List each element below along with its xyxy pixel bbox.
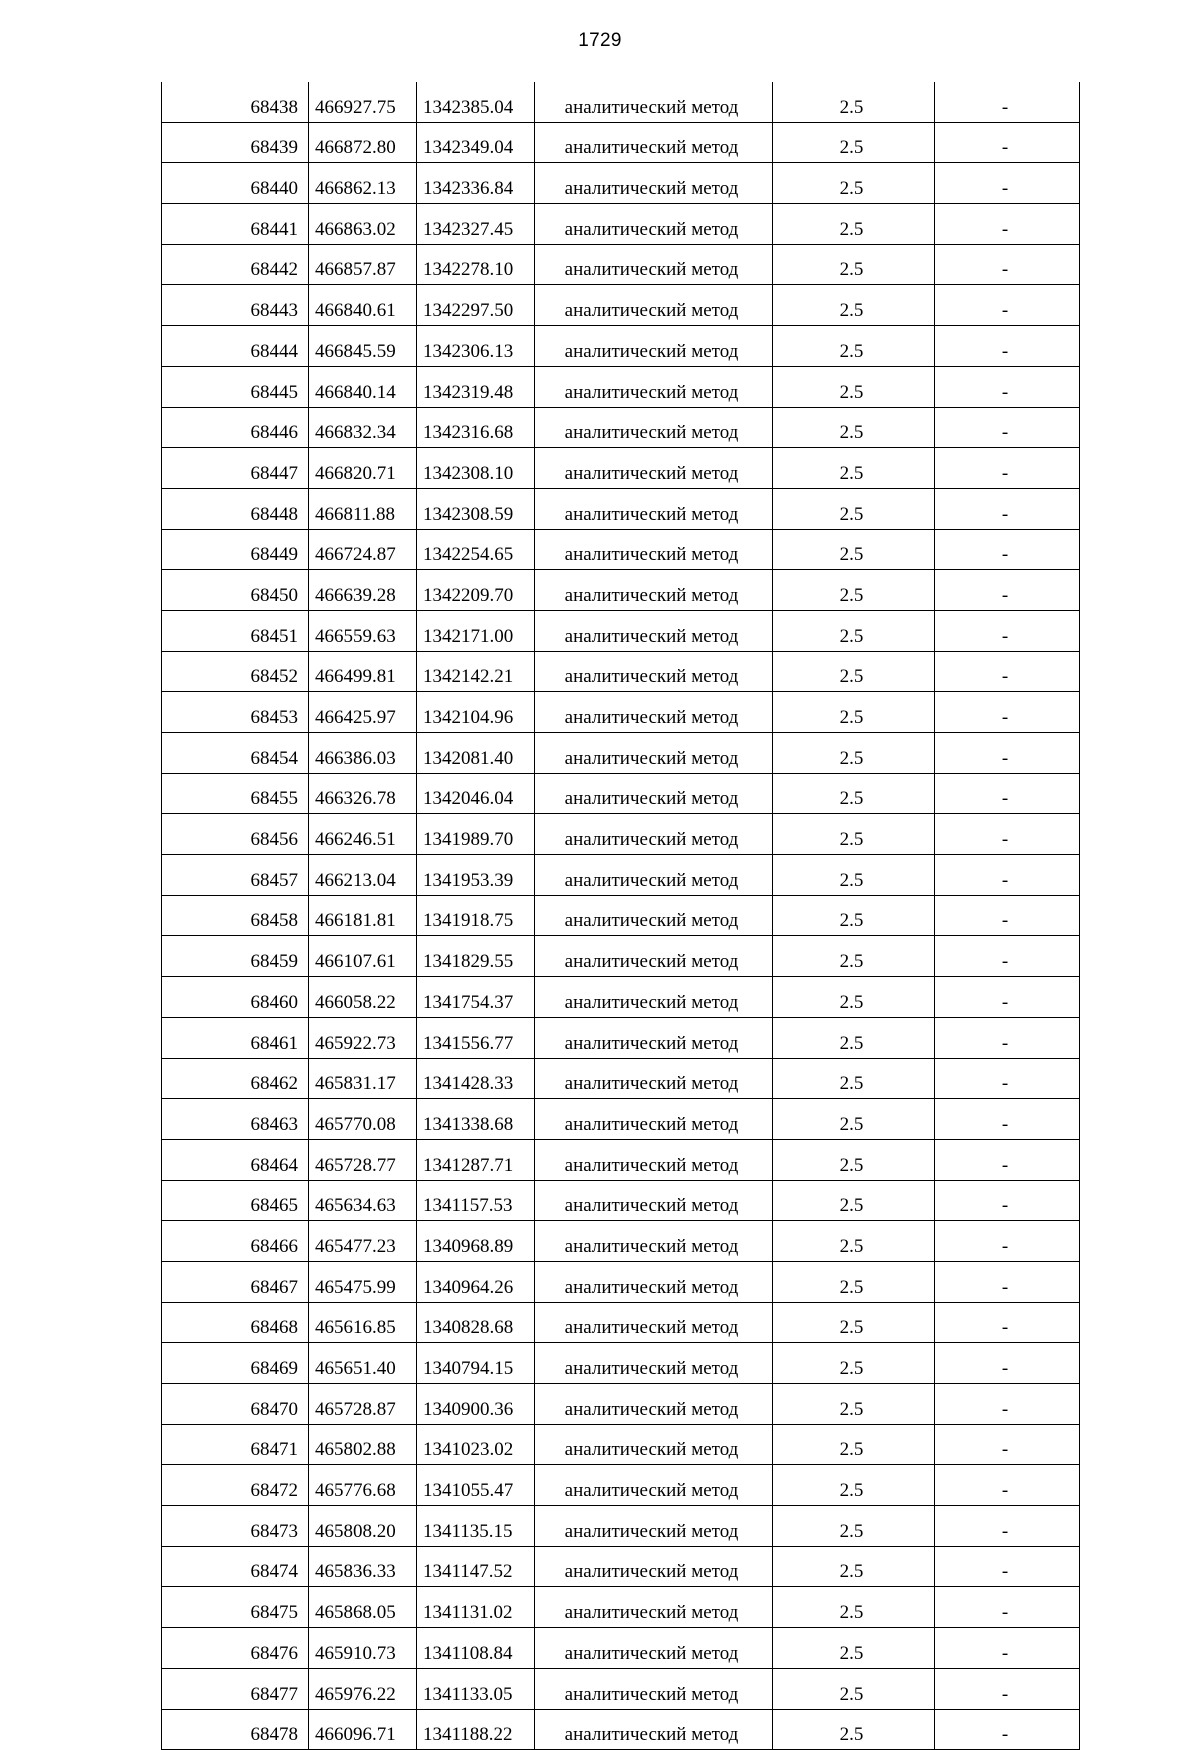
method-cell: аналитический метод (535, 1424, 773, 1465)
x-coordinate-cell: 465910.73 (309, 1628, 417, 1669)
note-cell: - (935, 1099, 1080, 1140)
method-cell: аналитический метод (535, 82, 773, 122)
x-coordinate-cell: 466425.97 (309, 692, 417, 733)
accuracy-cell: 2.5 (773, 1302, 935, 1343)
point-number-cell: 68457 (162, 855, 309, 896)
coordinates-table (161, 82, 1080, 1750)
accuracy-cell: 2.5 (773, 488, 935, 529)
accuracy-cell: 2.5 (773, 1668, 935, 1709)
accuracy-cell: 2.5 (773, 733, 935, 774)
method-cell: аналитический метод (535, 204, 773, 245)
accuracy-cell: 2.5 (773, 529, 935, 570)
y-coordinate-cell: 1342308.59 (417, 488, 535, 529)
x-coordinate-cell: 465770.08 (309, 1099, 417, 1140)
accuracy-cell: 2.5 (773, 326, 935, 367)
y-coordinate-cell: 1342046.04 (417, 773, 535, 814)
note-cell: - (935, 773, 1080, 814)
note-cell: - (935, 1058, 1080, 1099)
note-cell: - (935, 1628, 1080, 1669)
point-number-cell: 68444 (162, 326, 309, 367)
method-cell: аналитический метод (535, 977, 773, 1018)
point-number-cell: 68478 (162, 1709, 309, 1750)
point-number-cell: 68458 (162, 895, 309, 936)
method-cell: аналитический метод (535, 407, 773, 448)
x-coordinate-cell: 465976.22 (309, 1668, 417, 1709)
table-row (162, 610, 1080, 651)
point-number-cell: 68456 (162, 814, 309, 855)
table-row (162, 82, 1080, 122)
accuracy-cell: 2.5 (773, 1587, 935, 1628)
note-cell: - (935, 651, 1080, 692)
table-row (162, 1465, 1080, 1506)
method-cell: аналитический метод (535, 1017, 773, 1058)
note-cell: - (935, 1424, 1080, 1465)
accuracy-cell: 2.5 (773, 407, 935, 448)
point-number-cell: 68466 (162, 1221, 309, 1262)
method-cell: аналитический метод (535, 610, 773, 651)
table-row (162, 1546, 1080, 1587)
note-cell: - (935, 529, 1080, 570)
note-cell: - (935, 163, 1080, 204)
coordinates-table-body (162, 82, 1080, 1750)
point-number-cell: 68474 (162, 1546, 309, 1587)
method-cell: аналитический метод (535, 651, 773, 692)
table-row (162, 814, 1080, 855)
x-coordinate-cell: 466246.51 (309, 814, 417, 855)
x-coordinate-cell: 465651.40 (309, 1343, 417, 1384)
accuracy-cell: 2.5 (773, 1546, 935, 1587)
x-coordinate-cell: 466840.14 (309, 366, 417, 407)
x-coordinate-cell: 465836.33 (309, 1546, 417, 1587)
y-coordinate-cell: 1341023.02 (417, 1424, 535, 1465)
method-cell: аналитический метод (535, 1709, 773, 1750)
y-coordinate-cell: 1342081.40 (417, 733, 535, 774)
note-cell: - (935, 1221, 1080, 1262)
accuracy-cell: 2.5 (773, 855, 935, 896)
y-coordinate-cell: 1340900.36 (417, 1384, 535, 1425)
note-cell: - (935, 692, 1080, 733)
note-cell: - (935, 1587, 1080, 1628)
x-coordinate-cell: 466213.04 (309, 855, 417, 896)
x-coordinate-cell: 465728.87 (309, 1384, 417, 1425)
accuracy-cell: 2.5 (773, 1139, 935, 1180)
x-coordinate-cell: 466386.03 (309, 733, 417, 774)
x-coordinate-cell: 466724.87 (309, 529, 417, 570)
accuracy-cell: 2.5 (773, 977, 935, 1018)
table-row (162, 366, 1080, 407)
point-number-cell: 68469 (162, 1343, 309, 1384)
table-row (162, 285, 1080, 326)
table-row (162, 529, 1080, 570)
note-cell: - (935, 488, 1080, 529)
note-cell: - (935, 733, 1080, 774)
x-coordinate-cell: 466559.63 (309, 610, 417, 651)
accuracy-cell: 2.5 (773, 570, 935, 611)
table-row (162, 1058, 1080, 1099)
table-row (162, 936, 1080, 977)
table-row (162, 122, 1080, 163)
accuracy-cell: 2.5 (773, 1343, 935, 1384)
accuracy-cell: 2.5 (773, 1221, 935, 1262)
method-cell: аналитический метод (535, 488, 773, 529)
x-coordinate-cell: 465922.73 (309, 1017, 417, 1058)
y-coordinate-cell: 1340964.26 (417, 1261, 535, 1302)
y-coordinate-cell: 1340794.15 (417, 1343, 535, 1384)
y-coordinate-cell: 1341989.70 (417, 814, 535, 855)
accuracy-cell: 2.5 (773, 1099, 935, 1140)
accuracy-cell: 2.5 (773, 814, 935, 855)
x-coordinate-cell: 466845.59 (309, 326, 417, 367)
accuracy-cell: 2.5 (773, 651, 935, 692)
accuracy-cell: 2.5 (773, 936, 935, 977)
point-number-cell: 68477 (162, 1668, 309, 1709)
accuracy-cell: 2.5 (773, 1384, 935, 1425)
point-number-cell: 68449 (162, 529, 309, 570)
table-row (162, 651, 1080, 692)
x-coordinate-cell: 465802.88 (309, 1424, 417, 1465)
table-row (162, 1384, 1080, 1425)
point-number-cell: 68454 (162, 733, 309, 774)
y-coordinate-cell: 1341953.39 (417, 855, 535, 896)
point-number-cell: 68455 (162, 773, 309, 814)
y-coordinate-cell: 1342278.10 (417, 244, 535, 285)
accuracy-cell: 2.5 (773, 895, 935, 936)
note-cell: - (935, 407, 1080, 448)
point-number-cell: 68476 (162, 1628, 309, 1669)
method-cell: аналитический метод (535, 366, 773, 407)
point-number-cell: 68450 (162, 570, 309, 611)
note-cell: - (935, 1465, 1080, 1506)
note-cell: - (935, 895, 1080, 936)
accuracy-cell: 2.5 (773, 692, 935, 733)
accuracy-cell: 2.5 (773, 1424, 935, 1465)
x-coordinate-cell: 466058.22 (309, 977, 417, 1018)
y-coordinate-cell: 1341055.47 (417, 1465, 535, 1506)
method-cell: аналитический метод (535, 1506, 773, 1547)
method-cell: аналитический метод (535, 163, 773, 204)
table-row (162, 1180, 1080, 1221)
table-row (162, 1221, 1080, 1262)
method-cell: аналитический метод (535, 733, 773, 774)
method-cell: аналитический метод (535, 1465, 773, 1506)
x-coordinate-cell: 466872.80 (309, 122, 417, 163)
point-number-cell: 68439 (162, 122, 309, 163)
y-coordinate-cell: 1341338.68 (417, 1099, 535, 1140)
point-number-cell: 68472 (162, 1465, 309, 1506)
method-cell: аналитический метод (535, 1343, 773, 1384)
accuracy-cell: 2.5 (773, 1261, 935, 1302)
note-cell: - (935, 448, 1080, 489)
point-number-cell: 68453 (162, 692, 309, 733)
note-cell: - (935, 1139, 1080, 1180)
point-number-cell: 68468 (162, 1302, 309, 1343)
table-row (162, 163, 1080, 204)
y-coordinate-cell: 1342209.70 (417, 570, 535, 611)
page-number: 1729 (578, 30, 622, 51)
y-coordinate-cell: 1342327.45 (417, 204, 535, 245)
method-cell: аналитический метод (535, 1221, 773, 1262)
x-coordinate-cell: 466326.78 (309, 773, 417, 814)
accuracy-cell: 2.5 (773, 244, 935, 285)
accuracy-cell: 2.5 (773, 1506, 935, 1547)
table-row (162, 1587, 1080, 1628)
table-row (162, 733, 1080, 774)
y-coordinate-cell: 1340968.89 (417, 1221, 535, 1262)
y-coordinate-cell: 1342336.84 (417, 163, 535, 204)
table-row (162, 773, 1080, 814)
table-row (162, 1709, 1080, 1750)
y-coordinate-cell: 1341157.53 (417, 1180, 535, 1221)
table-row (162, 977, 1080, 1018)
point-number-cell: 68463 (162, 1099, 309, 1140)
accuracy-cell: 2.5 (773, 285, 935, 326)
method-cell: аналитический метод (535, 1139, 773, 1180)
y-coordinate-cell: 1341428.33 (417, 1058, 535, 1099)
table-row (162, 1261, 1080, 1302)
note-cell: - (935, 855, 1080, 896)
y-coordinate-cell: 1341829.55 (417, 936, 535, 977)
point-number-cell: 68465 (162, 1180, 309, 1221)
table-row (162, 1506, 1080, 1547)
point-number-cell: 68464 (162, 1139, 309, 1180)
table-row (162, 204, 1080, 245)
y-coordinate-cell: 1341287.71 (417, 1139, 535, 1180)
point-number-cell: 68460 (162, 977, 309, 1018)
point-number-cell: 68443 (162, 285, 309, 326)
note-cell: - (935, 977, 1080, 1018)
x-coordinate-cell: 465616.85 (309, 1302, 417, 1343)
x-coordinate-cell: 466840.61 (309, 285, 417, 326)
method-cell: аналитический метод (535, 936, 773, 977)
x-coordinate-cell: 465477.23 (309, 1221, 417, 1262)
point-number-cell: 68448 (162, 488, 309, 529)
note-cell: - (935, 570, 1080, 611)
accuracy-cell: 2.5 (773, 1180, 935, 1221)
point-number-cell: 68446 (162, 407, 309, 448)
point-number-cell: 68442 (162, 244, 309, 285)
point-number-cell: 68461 (162, 1017, 309, 1058)
y-coordinate-cell: 1340828.68 (417, 1302, 535, 1343)
method-cell: аналитический метод (535, 326, 773, 367)
method-cell: аналитический метод (535, 895, 773, 936)
note-cell: - (935, 1261, 1080, 1302)
method-cell: аналитический метод (535, 1180, 773, 1221)
table-row (162, 570, 1080, 611)
point-number-cell: 68462 (162, 1058, 309, 1099)
note-cell: - (935, 326, 1080, 367)
note-cell: - (935, 1302, 1080, 1343)
table-row (162, 895, 1080, 936)
method-cell: аналитический метод (535, 773, 773, 814)
method-cell: аналитический метод (535, 1587, 773, 1628)
table-row (162, 1099, 1080, 1140)
point-number-cell: 68447 (162, 448, 309, 489)
y-coordinate-cell: 1342254.65 (417, 529, 535, 570)
x-coordinate-cell: 466832.34 (309, 407, 417, 448)
y-coordinate-cell: 1341918.75 (417, 895, 535, 936)
table-row (162, 1343, 1080, 1384)
accuracy-cell: 2.5 (773, 122, 935, 163)
y-coordinate-cell: 1342349.04 (417, 122, 535, 163)
table-row (162, 448, 1080, 489)
y-coordinate-cell: 1341131.02 (417, 1587, 535, 1628)
y-coordinate-cell: 1342171.00 (417, 610, 535, 651)
table-row (162, 1668, 1080, 1709)
table-row (162, 1628, 1080, 1669)
y-coordinate-cell: 1342316.68 (417, 407, 535, 448)
note-cell: - (935, 1017, 1080, 1058)
note-cell: - (935, 1384, 1080, 1425)
method-cell: аналитический метод (535, 285, 773, 326)
x-coordinate-cell: 466096.71 (309, 1709, 417, 1750)
x-coordinate-cell: 465475.99 (309, 1261, 417, 1302)
accuracy-cell: 2.5 (773, 204, 935, 245)
note-cell: - (935, 244, 1080, 285)
x-coordinate-cell: 466181.81 (309, 895, 417, 936)
x-coordinate-cell: 466863.02 (309, 204, 417, 245)
accuracy-cell: 2.5 (773, 773, 935, 814)
note-cell: - (935, 936, 1080, 977)
point-number-cell: 68459 (162, 936, 309, 977)
note-cell: - (935, 1343, 1080, 1384)
accuracy-cell: 2.5 (773, 1017, 935, 1058)
method-cell: аналитический метод (535, 1058, 773, 1099)
note-cell: - (935, 610, 1080, 651)
x-coordinate-cell: 466862.13 (309, 163, 417, 204)
accuracy-cell: 2.5 (773, 1709, 935, 1750)
point-number-cell: 68440 (162, 163, 309, 204)
table-row (162, 1424, 1080, 1465)
table-row (162, 407, 1080, 448)
y-coordinate-cell: 1341556.77 (417, 1017, 535, 1058)
x-coordinate-cell: 465808.20 (309, 1506, 417, 1547)
note-cell: - (935, 204, 1080, 245)
method-cell: аналитический метод (535, 1302, 773, 1343)
point-number-cell: 68451 (162, 610, 309, 651)
accuracy-cell: 2.5 (773, 366, 935, 407)
y-coordinate-cell: 1341188.22 (417, 1709, 535, 1750)
y-coordinate-cell: 1342385.04 (417, 82, 535, 122)
method-cell: аналитический метод (535, 1668, 773, 1709)
note-cell: - (935, 122, 1080, 163)
point-number-cell: 68471 (162, 1424, 309, 1465)
accuracy-cell: 2.5 (773, 82, 935, 122)
x-coordinate-cell: 466820.71 (309, 448, 417, 489)
table-row (162, 692, 1080, 733)
accuracy-cell: 2.5 (773, 1058, 935, 1099)
table-row (162, 1302, 1080, 1343)
note-cell: - (935, 1180, 1080, 1221)
method-cell: аналитический метод (535, 814, 773, 855)
method-cell: аналитический метод (535, 1384, 773, 1425)
accuracy-cell: 2.5 (773, 1465, 935, 1506)
note-cell: - (935, 366, 1080, 407)
method-cell: аналитический метод (535, 244, 773, 285)
x-coordinate-cell: 465831.17 (309, 1058, 417, 1099)
table-row (162, 488, 1080, 529)
note-cell: - (935, 82, 1080, 122)
x-coordinate-cell: 466639.28 (309, 570, 417, 611)
note-cell: - (935, 1709, 1080, 1750)
y-coordinate-cell: 1341754.37 (417, 977, 535, 1018)
method-cell: аналитический метод (535, 122, 773, 163)
point-number-cell: 68475 (162, 1587, 309, 1628)
y-coordinate-cell: 1341108.84 (417, 1628, 535, 1669)
table-row (162, 855, 1080, 896)
table-row (162, 1139, 1080, 1180)
x-coordinate-cell: 466857.87 (309, 244, 417, 285)
method-cell: аналитический метод (535, 1261, 773, 1302)
y-coordinate-cell: 1341135.15 (417, 1506, 535, 1547)
note-cell: - (935, 1506, 1080, 1547)
method-cell: аналитический метод (535, 1546, 773, 1587)
method-cell: аналитический метод (535, 448, 773, 489)
x-coordinate-cell: 466499.81 (309, 651, 417, 692)
accuracy-cell: 2.5 (773, 1628, 935, 1669)
x-coordinate-cell: 465776.68 (309, 1465, 417, 1506)
point-number-cell: 68445 (162, 366, 309, 407)
y-coordinate-cell: 1342104.96 (417, 692, 535, 733)
point-number-cell: 68441 (162, 204, 309, 245)
table-row (162, 244, 1080, 285)
accuracy-cell: 2.5 (773, 610, 935, 651)
x-coordinate-cell: 465728.77 (309, 1139, 417, 1180)
y-coordinate-cell: 1342306.13 (417, 326, 535, 367)
y-coordinate-cell: 1341147.52 (417, 1546, 535, 1587)
method-cell: аналитический метод (535, 855, 773, 896)
y-coordinate-cell: 1342308.10 (417, 448, 535, 489)
point-number-cell: 68470 (162, 1384, 309, 1425)
table-row (162, 326, 1080, 367)
y-coordinate-cell: 1342297.50 (417, 285, 535, 326)
note-cell: - (935, 1668, 1080, 1709)
method-cell: аналитический метод (535, 692, 773, 733)
x-coordinate-cell: 466107.61 (309, 936, 417, 977)
accuracy-cell: 2.5 (773, 163, 935, 204)
method-cell: аналитический метод (535, 570, 773, 611)
y-coordinate-cell: 1342142.21 (417, 651, 535, 692)
table-row (162, 1017, 1080, 1058)
note-cell: - (935, 814, 1080, 855)
x-coordinate-cell: 466811.88 (309, 488, 417, 529)
x-coordinate-cell: 466927.75 (309, 82, 417, 122)
point-number-cell: 68452 (162, 651, 309, 692)
y-coordinate-cell: 1341133.05 (417, 1668, 535, 1709)
note-cell: - (935, 285, 1080, 326)
accuracy-cell: 2.5 (773, 448, 935, 489)
x-coordinate-cell: 465868.05 (309, 1587, 417, 1628)
method-cell: аналитический метод (535, 1099, 773, 1140)
point-number-cell: 68438 (162, 82, 309, 122)
method-cell: аналитический метод (535, 1628, 773, 1669)
note-cell: - (935, 1546, 1080, 1587)
x-coordinate-cell: 465634.63 (309, 1180, 417, 1221)
point-number-cell: 68467 (162, 1261, 309, 1302)
method-cell: аналитический метод (535, 529, 773, 570)
point-number-cell: 68473 (162, 1506, 309, 1547)
y-coordinate-cell: 1342319.48 (417, 366, 535, 407)
